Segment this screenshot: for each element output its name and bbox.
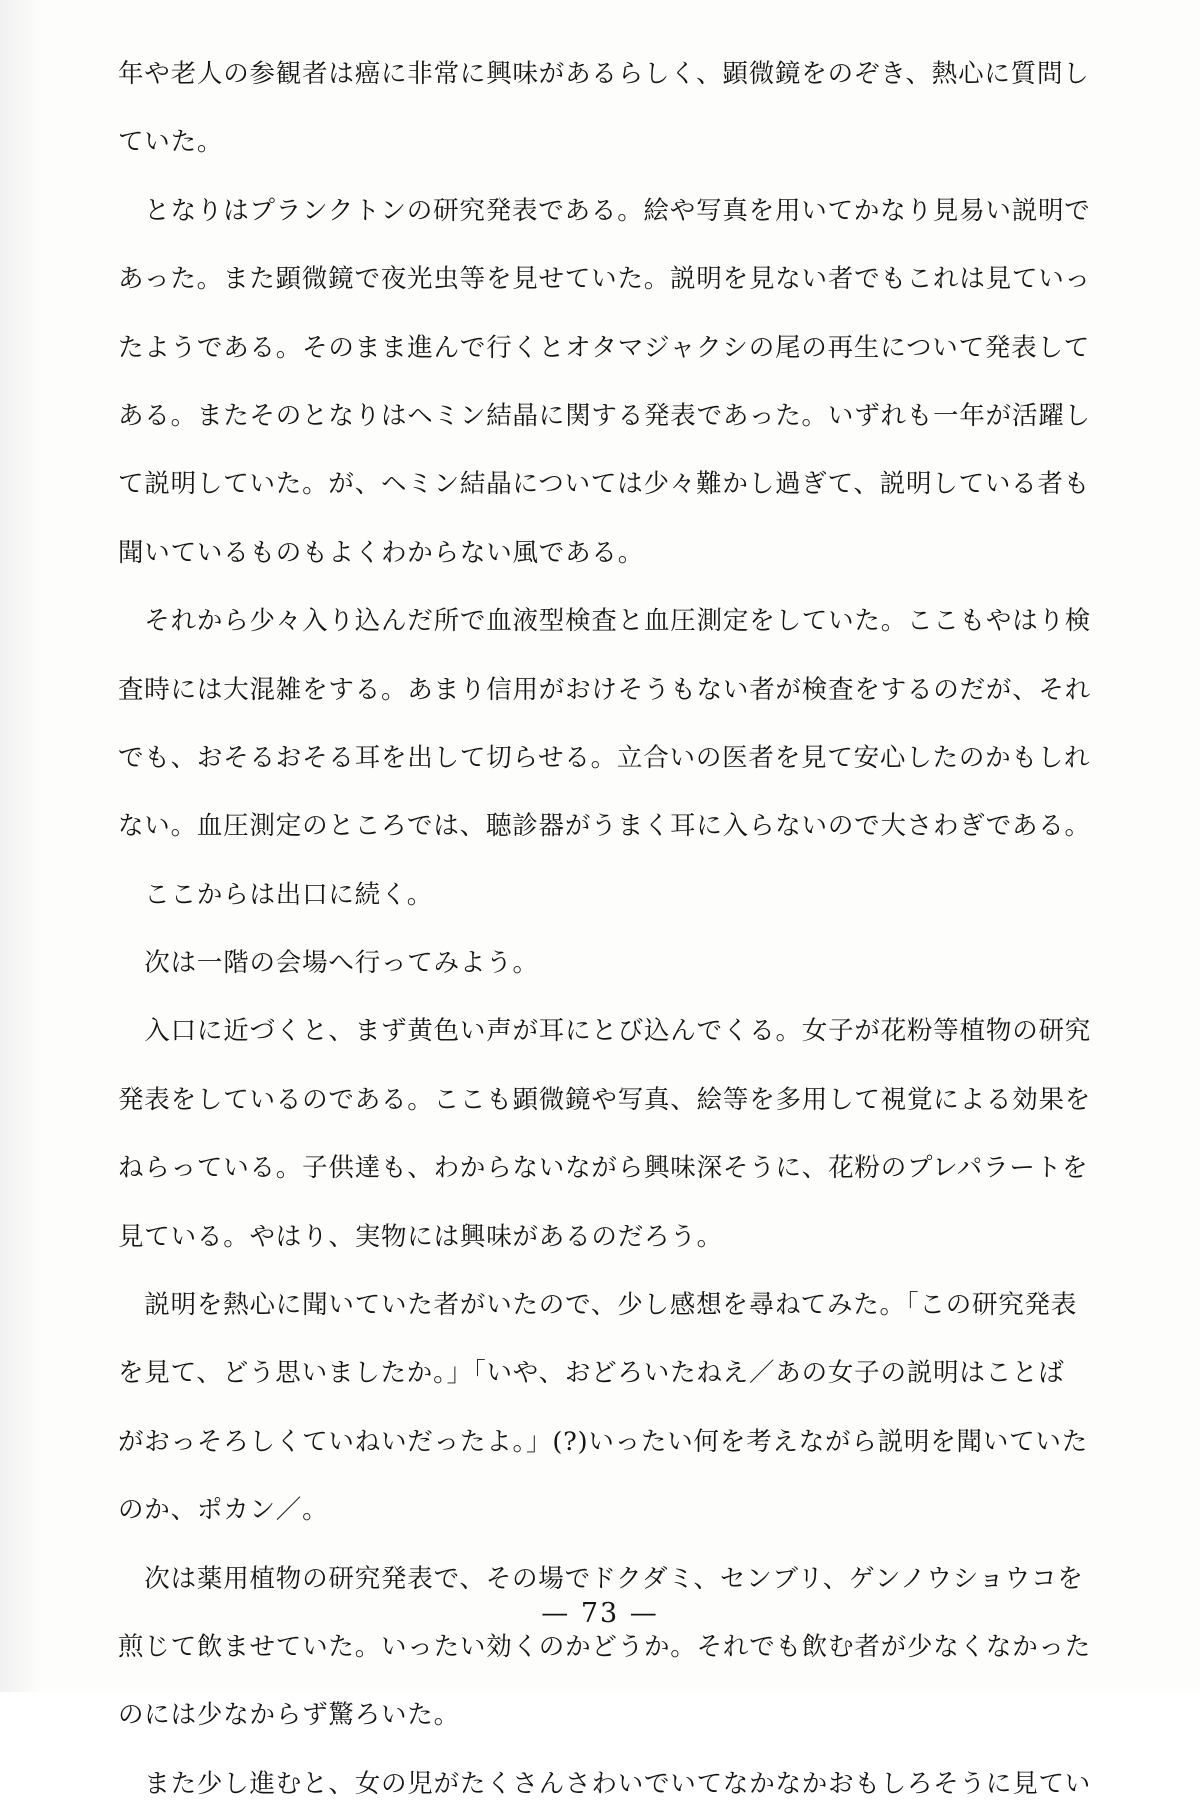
- text-line: それから少々入り込んだ所で血液型検査と血圧測定をしていた。ここもやはり検: [118, 606, 1092, 637]
- text-line: 説明を熱心に聞いていた者がいたので、少し感想を尋ねてみた。「この研究発表: [118, 1290, 1078, 1321]
- text-line: 見ている。やはり、実物には興味があるのだろう。: [118, 1221, 723, 1252]
- text-line: ここからは出口に続く。: [118, 879, 434, 910]
- text-line: たようである。そのまま進んで行くとオタマジャクシの尾の再生について発表して: [118, 332, 1091, 363]
- text-line: のには少なからず驚ろいた。: [118, 1700, 460, 1731]
- text-line: ある。またそのとなりはヘミン結晶に関する発表であった。いずれも一年が活躍し: [118, 400, 1091, 431]
- text-line: 発表をしているのである。ここも顕微鏡や写真、絵等を多用して視覚による効果を: [118, 1084, 1092, 1115]
- text-line: 年や老人の参観者は癌に非常に興味があるらしく、顕微鏡をのぞき、熱心に質問し: [118, 59, 1090, 89]
- text-line: でも、おそるおそる耳を出して切らせる。立合いの医者を見て安心したのかもしれ: [118, 742, 1091, 773]
- text-line: ない。血圧測定のところでは、聴診器がうまく耳に入らないので大さわぎである。: [118, 811, 1091, 842]
- text-line: ていた。: [118, 127, 224, 158]
- text-line: となりはプランクトンの研究発表である。絵や写真を用いてかなり見易い説明で: [118, 195, 1091, 226]
- text-line: ねらっている。子供達も、わからないながら興味深そうに、花粉のプレパラートを: [118, 1153, 1089, 1184]
- text-line: 次は一階の会場へ行ってみよう。: [118, 948, 539, 979]
- text-line: て説明していた。が、ヘミン結晶については少々難かし過ぎて、説明している者も: [118, 469, 1091, 500]
- body-text: [118, 40, 1128, 1818]
- text-line: あった。また顕微鏡で夜光虫等を見せていた。説明を見ない者でもこれは見ていっ: [118, 264, 1091, 295]
- text-line: 聞いているものもよくわからない風である。: [118, 537, 645, 568]
- page-number: — 73 —: [541, 1598, 659, 1629]
- text-line: 煎じて飲ませていた。いったい効くのかどうか。それでも飲む者が少なくなかった: [118, 1631, 1092, 1662]
- text-line: また少し進むと、女の児がたくさんさわいでいてなかなかおもしろそうに見てい: [118, 1768, 1092, 1799]
- page-shadow-edge: [0, 0, 42, 1692]
- text-line: のか、ポカン／。: [118, 1495, 329, 1526]
- text-line: 査時には大混雑をする。あまり信用がおけそうもない者が検査をするのだが、それ: [118, 674, 1092, 705]
- text-line: がおっそろしくていねいだったよ。」(?)いったい何を考えながら説明を聞いていた: [118, 1426, 1089, 1457]
- text-line: 次は薬用植物の研究発表で、その場でドクダミ、センブリ、ゲンノウショウコを: [118, 1563, 1084, 1594]
- text-line: 入口に近づくと、まず黄色い声が耳にとび込んでくる。女子が花粉等植物の研究: [118, 1016, 1092, 1047]
- text-line: を見て、どう思いましたか。」「いや、おどろいたねえ／あの女子の説明はことば: [118, 1358, 1065, 1389]
